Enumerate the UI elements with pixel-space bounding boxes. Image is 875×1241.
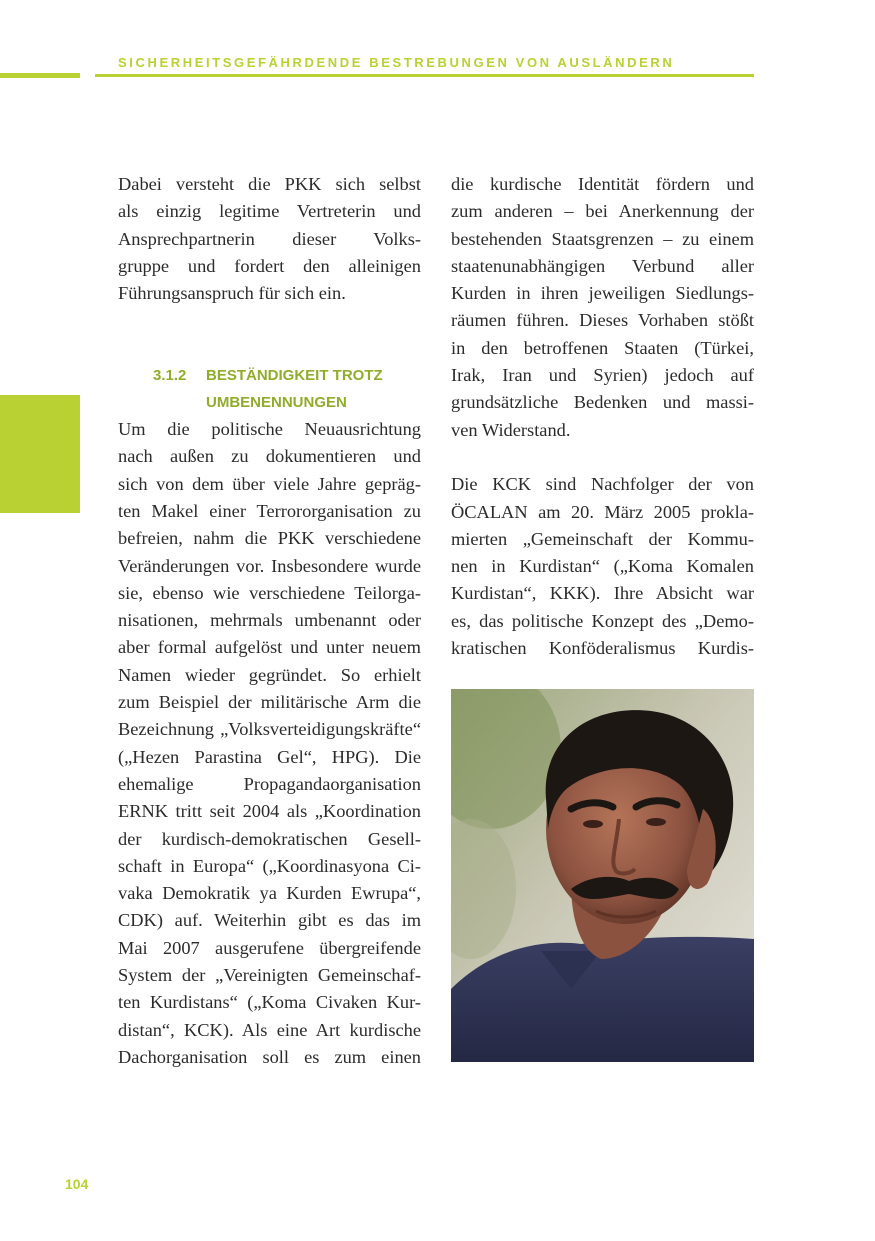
text-line: die kurdische Identität fördern und: [451, 174, 754, 194]
text-line: nen in Kurdistan“ („Koma Komalen: [451, 556, 754, 577]
section-title-line-2: UMBENENNUNGEN: [206, 394, 347, 412]
text-line: Die KCK sind Nachfolger der von: [451, 474, 754, 495]
text-line: sich von dem über viele Jahre gepräg-: [118, 473, 421, 494]
text-line: ÖCALAN am 20. März 2005 prokla-: [451, 501, 754, 522]
text-line: Dabei versteht die PKK sich selbst: [118, 174, 421, 194]
text-line: nach außen zu dokumentieren und: [118, 446, 421, 467]
right-column: [451, 171, 754, 662]
text-line: Kurden in ihren jeweiligen Siedlungs-: [451, 283, 754, 304]
text-line: schaft in Europa“ („Koordinasyona Ci-: [118, 855, 421, 876]
text-line: Ansprechpartnerin dieser Volks-: [118, 228, 421, 249]
section-number: 3.1.2: [153, 367, 187, 385]
text-line: gruppe und fordert den alleinigen: [118, 255, 421, 276]
text-line: Führungsanspruch für sich ein.: [118, 283, 346, 304]
text-line: System der „Vereinigten Gemeinschaf-: [118, 965, 421, 986]
text-line: zum Beispiel der militärische Arm die: [118, 692, 421, 713]
text-line: Dachorganisation soll es zum einen: [118, 1046, 421, 1067]
text-line: („Hezen Parastina Gel“, HPG). Die: [118, 746, 421, 767]
text-line: als einzig legitime Vertreterin und: [118, 201, 421, 222]
portrait-photo: [451, 689, 754, 1062]
text-line: ten Kurdistans“ („Koma Civaken Kur-: [118, 992, 421, 1013]
header-accent-bar: [0, 73, 80, 78]
text-line: vaka Demokratik ya Kurden Ewrupa“,: [118, 883, 421, 904]
text-line: ven Widerstand.: [451, 419, 571, 440]
text-line: ten Makel einer Terrororganisation zu: [118, 500, 421, 521]
section-title-line-1: BESTÄNDIGKEIT TROTZ: [206, 367, 383, 385]
running-header: SICHERHEITSGEFÄHRDENDE BESTREBUNGEN VON AUSLÄNDERN: [118, 55, 675, 70]
text-line: Um die politische Neuausrichtung: [118, 419, 421, 440]
portrait-illustration: [451, 689, 754, 1062]
text-line: Bezeichnung „Volksverteidigungskräfte“: [118, 719, 421, 740]
text-line: befreien, nahm die PKK verschiedene: [118, 528, 421, 549]
text-line: CDK) auf. Weiterhin gibt es das im: [118, 910, 421, 931]
text-line: sie, ebenso wie verschiedene Teilorga-: [118, 582, 421, 603]
text-line: räumen führen. Dieses Vorhaben stößt: [451, 310, 754, 331]
text-line: grundsätzliche Bedenken und massi-: [451, 392, 754, 413]
text-line: bestehenden Staatsgrenzen – zu einem: [451, 228, 754, 249]
text-line: der kurdisch-demokratischen Gesell-: [118, 828, 421, 849]
left-paragraph-2: [118, 416, 421, 1071]
left-column: [118, 171, 421, 1071]
page-number: 104: [65, 1176, 89, 1192]
text-line: ehemalige Propagandaorganisation: [118, 773, 421, 794]
text-line: Irak, Iran und Syrien) jedoch auf: [451, 365, 754, 386]
right-paragraph-1: [451, 171, 754, 444]
text-line: Kurdistan“, KKK). Ihre Absicht war: [451, 583, 754, 604]
text-line: Veränderungen vor. Insbesondere wurde: [118, 555, 421, 576]
header-rule: [95, 74, 754, 77]
text-line: kratischen Konföderalismus Kurdis-: [451, 638, 754, 659]
text-line: in den betroffenen Staaten (Türkei,: [451, 337, 754, 358]
text-line: Namen wieder gegründet. So erhielt: [118, 664, 421, 685]
right-paragraph-2: [451, 471, 754, 662]
section-marker-block: [0, 395, 80, 513]
text-line: Mai 2007 ausgerufene übergreifende: [118, 937, 421, 958]
text-line: aber formal aufgelöst und unter neuem: [118, 637, 421, 658]
text-line: zum anderen – bei Anerkennung der: [451, 201, 754, 222]
left-paragraph-1: [118, 171, 421, 307]
text-line: staatenunabhängigen Verbund aller: [451, 255, 754, 276]
text-line: ERNK tritt seit 2004 als „Koordination: [118, 801, 421, 822]
text-line: mierten „Gemeinschaft der Kommu-: [451, 528, 754, 549]
text-line: es, das politische Konzept des „Demo-: [451, 610, 754, 631]
text-line: nisationen, mehrmals umbenannt oder: [118, 610, 421, 631]
section-heading: [118, 362, 421, 416]
text-line: distan“, KCK). Als eine Art kurdische: [118, 1019, 421, 1040]
